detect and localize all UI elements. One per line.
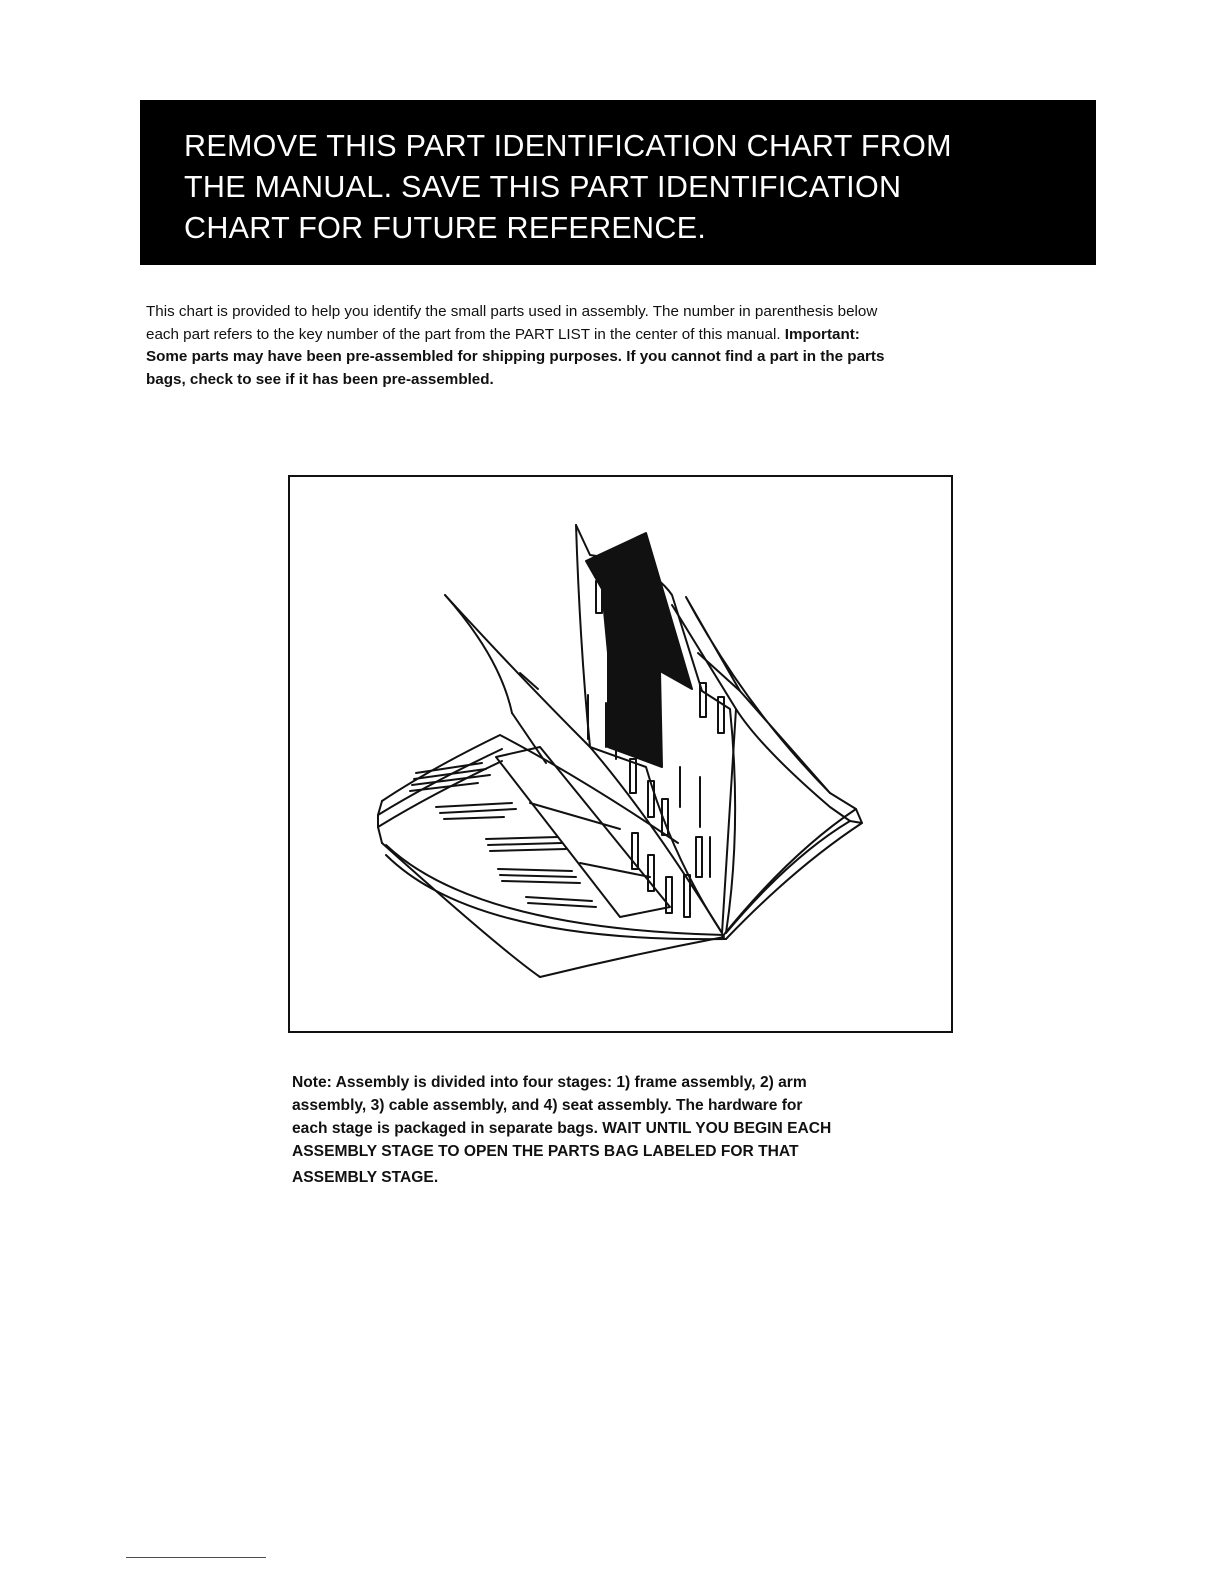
note-line-3: each stage is packaged in separate bags. WAIT UNTIL YOU BEGIN EACH (292, 1120, 832, 1137)
footer-rule (126, 1557, 266, 1558)
banner-line-3: CHART FOR FUTURE REFERENCE. (184, 211, 707, 245)
note-line-1: Note: Assembly is divided into four stages: 1) frame assembly, 2) arm (292, 1074, 807, 1091)
intro-line-2 (146, 324, 1086, 347)
manual-page-removal-illustration-icon (290, 477, 951, 1031)
intro-line-3: Some parts may have been pre-assembled for shipping purposes. If you cannot find a part in the parts (146, 348, 885, 365)
note-line-5: ASSEMBLY STAGE. (292, 1169, 439, 1186)
banner-line-1: REMOVE THIS PART IDENTIFICATION CHART FROM (184, 129, 952, 163)
intro-line-1: This chart is provided to help you identify the small parts used in assembly. The number in parenthesis below (146, 303, 878, 320)
banner-line-2: THE MANUAL. SAVE THIS PART IDENTIFICATION (184, 170, 902, 204)
intro-paragraph (146, 301, 1086, 391)
note-line-4: ASSEMBLY STAGE TO OPEN THE PARTS BAG LABELED FOR THAT (292, 1143, 799, 1160)
important-label: Important: (784, 325, 860, 343)
title-banner (140, 100, 1096, 265)
figure-frame (288, 475, 953, 1033)
assembly-note (292, 1071, 972, 1189)
intro-line-4: bags, check to see if it has been pre-assembled. (146, 370, 494, 388)
note-line-2: assembly, 3) cable assembly, and 4) seat assembly. The hardware for (292, 1097, 803, 1114)
intro-line-2-text: each part refers to the key number of the part from the PART LIST in the center of this manual. (146, 325, 785, 343)
